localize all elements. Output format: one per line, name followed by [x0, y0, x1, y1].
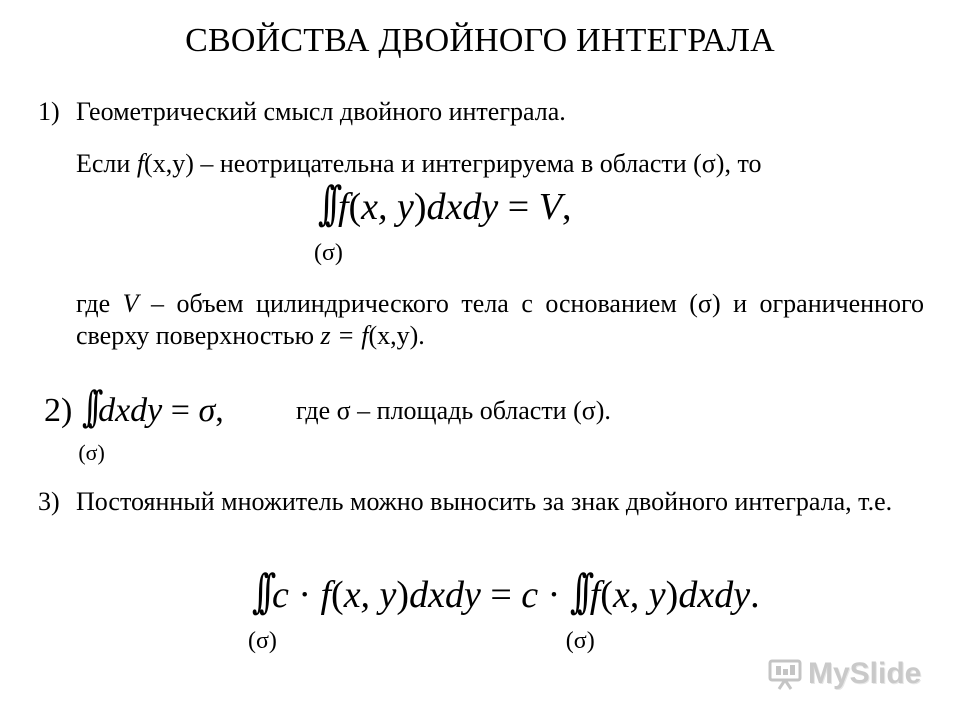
myslide-logo — [768, 657, 921, 691]
integration-region: (σ) — [565, 628, 595, 654]
item-1-condition: Если f(x,y) – неотрицательна и интегрируема в области (σ), то — [76, 149, 762, 178]
item-2-number: 2) — [44, 392, 73, 429]
double-integral-sign: ∫∫ (σ) — [248, 564, 277, 654]
presentation-board-icon — [768, 658, 802, 690]
formula-constant-factor: ∫∫ (σ) c · f(x, y)dxdy = c · ∫∫ (σ) f(x, y)dxdy. — [248, 564, 760, 654]
formula-volume: ∫∫ (σ) f(x, y)dxdy = V, — [314, 176, 572, 266]
double-integral-sign: ∫∫ (σ) — [565, 564, 595, 654]
item-3-number: 3) — [38, 487, 60, 516]
item-1-explanation: где V – объем цилиндрического тела с основанием (σ) и ограниченного сверху поверхностью z = f(x,y). — [76, 289, 924, 350]
double-integral-sign: ∫∫ (σ) — [314, 176, 343, 266]
logo-text: MySlide — [808, 657, 922, 690]
formula-area: 2) ∫∫ (σ) dxdy = σ, — [44, 382, 224, 465]
item-3-text: Постоянный множитель можно выносить за знак двойного интеграла, т.е. — [76, 487, 893, 516]
integration-region: (σ) — [78, 440, 105, 465]
item-1-heading: Геометрический смысл двойного интеграла. — [76, 97, 566, 126]
item-2-explanation: где σ – площадь области (σ). — [296, 396, 611, 425]
integration-region: (σ) — [248, 628, 277, 654]
integration-region: (σ) — [314, 240, 343, 266]
formula-rhs-volume: V — [538, 186, 562, 228]
double-integral-sign: ∫∫ (σ) — [78, 382, 105, 465]
formula-rhs-area: σ — [198, 392, 216, 429]
slide-title: СВОЙСТВА ДВОЙНОГО ИНТЕГРАЛА — [185, 22, 775, 59]
item-1-number: 1) — [38, 97, 60, 126]
